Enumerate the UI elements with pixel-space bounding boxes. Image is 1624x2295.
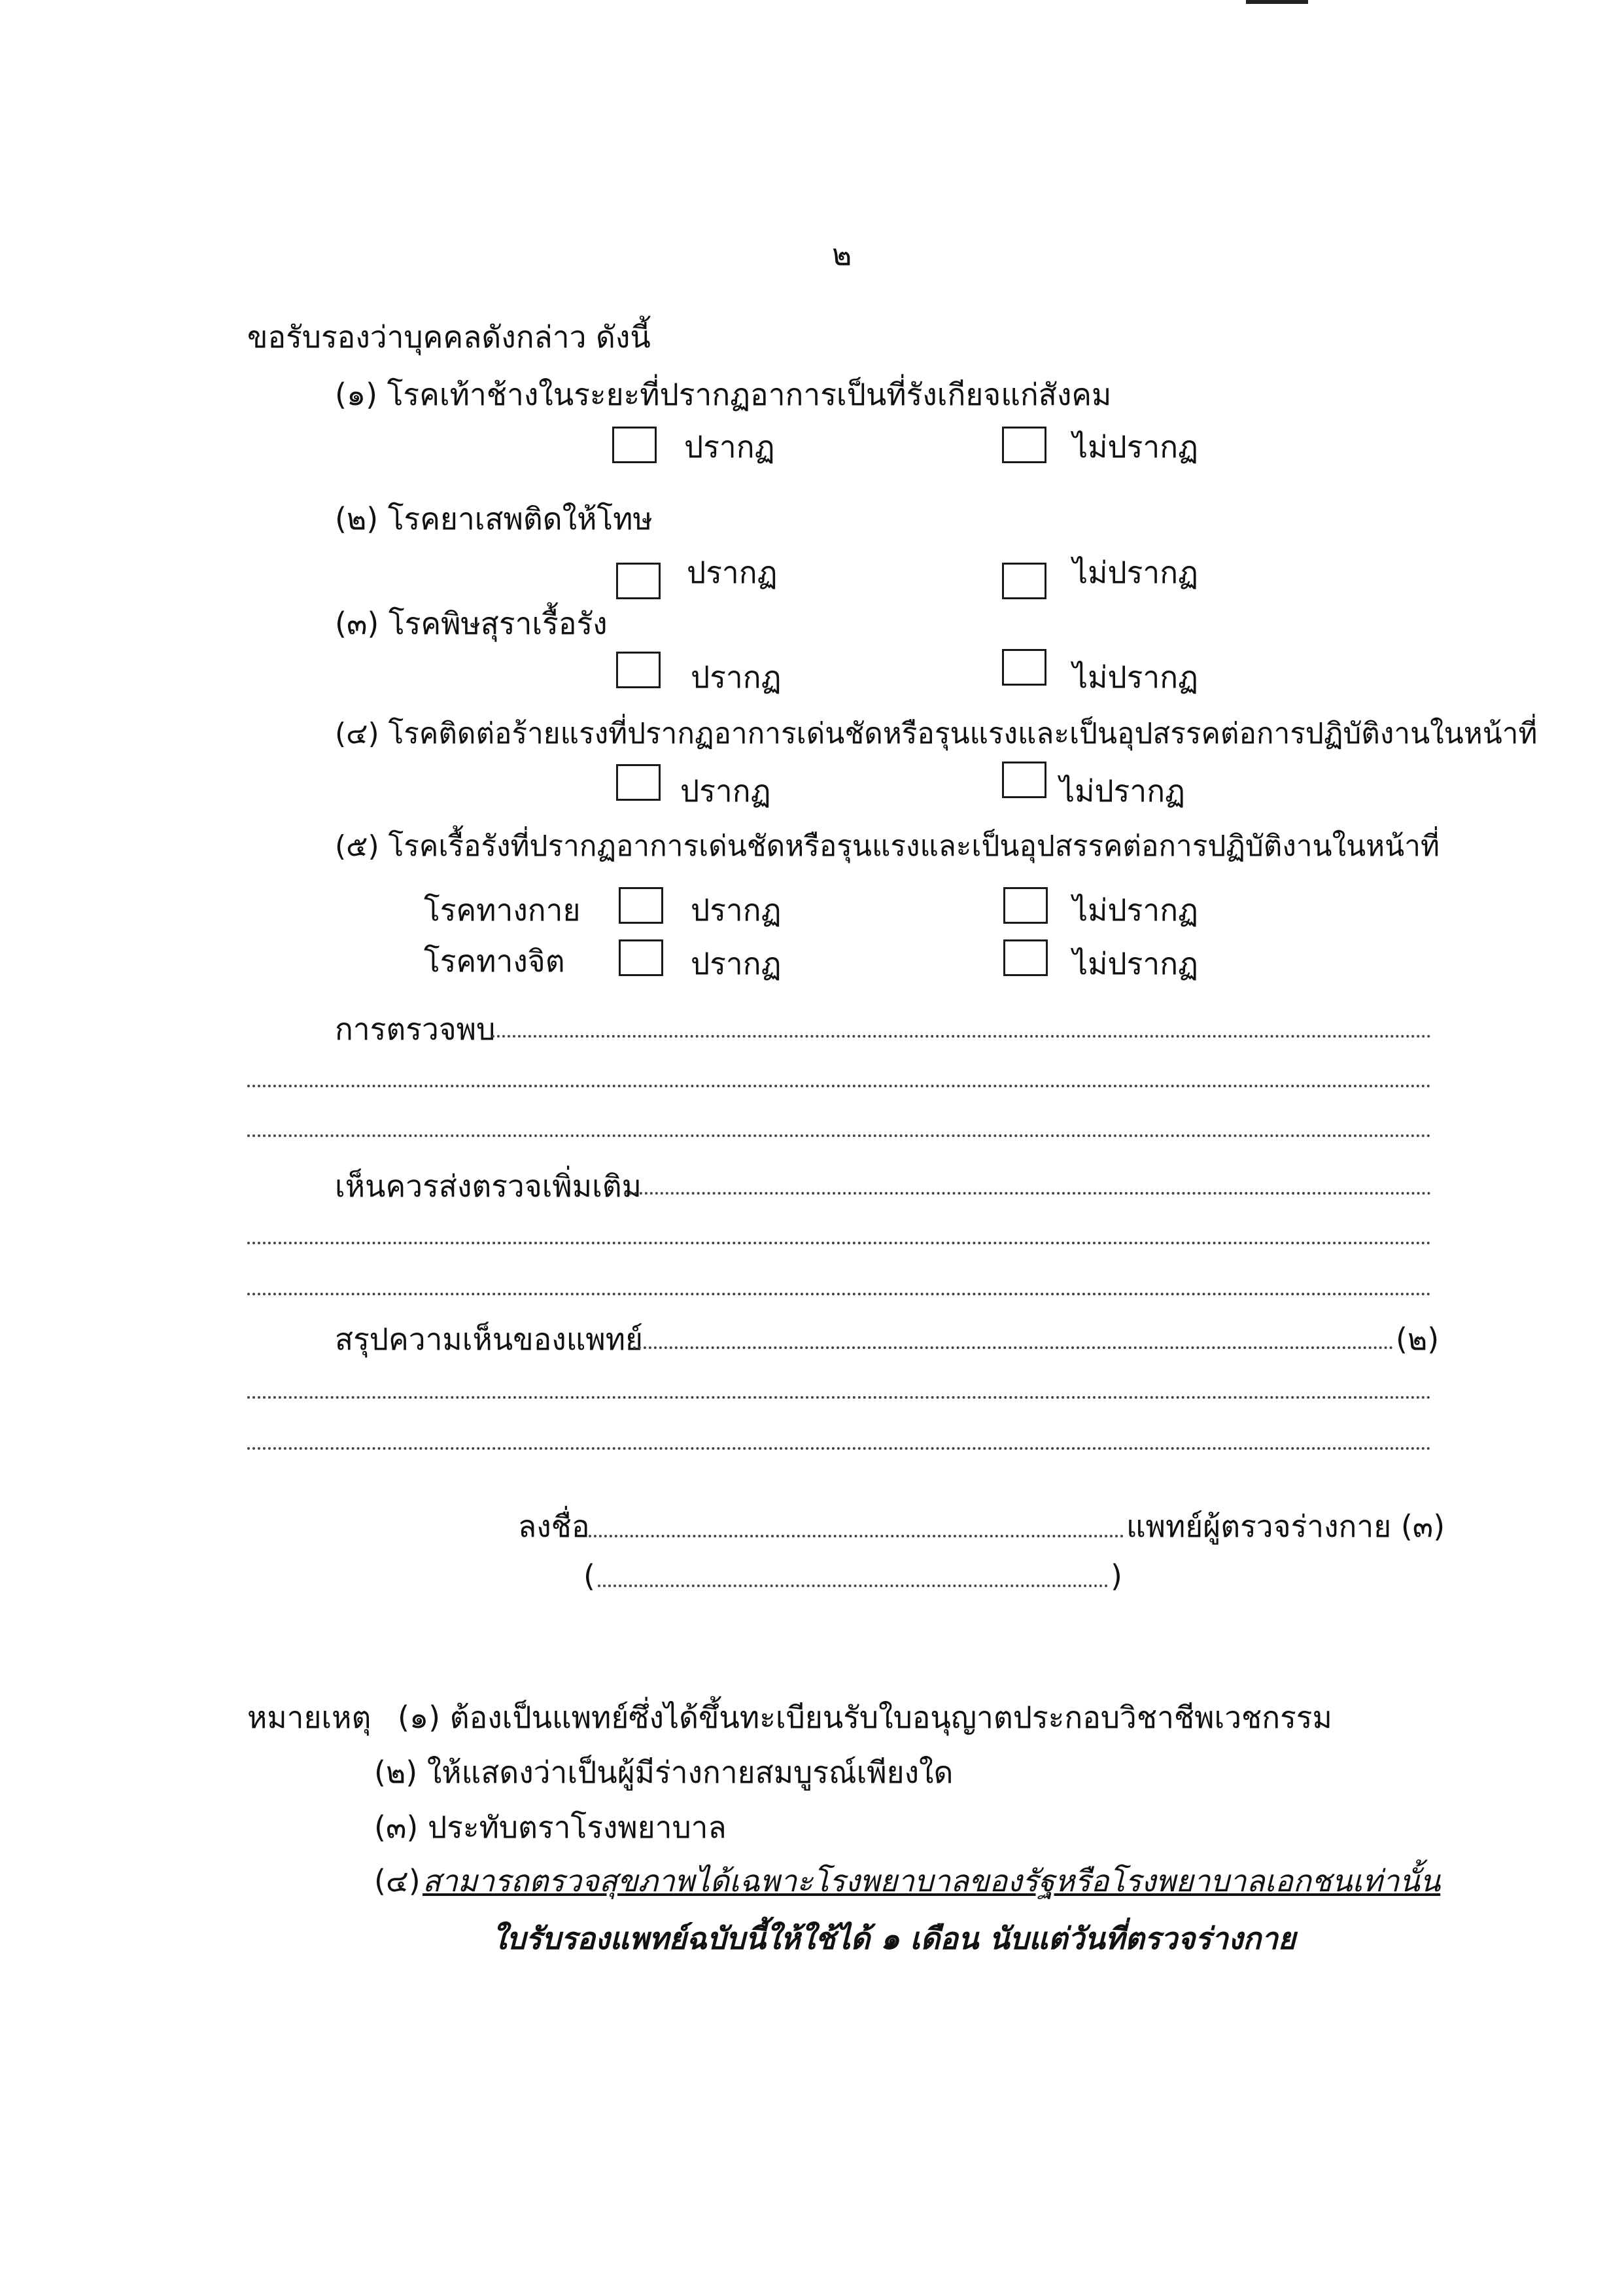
item-4-label: (๔) โรคติดต่อร้ายแรงที่ปรากฏอาการเด่นชัดหรือรุนแรงและเป็นอุปสรรคต่อการปฏิบัติงานในหน้าที่ — [335, 717, 1538, 750]
item-4-present-label: ปรากฏ — [680, 773, 771, 809]
item-3-label: (๓) โรคพิษสุราเรื้อรัง — [335, 606, 608, 641]
findings-line-3[interactable] — [247, 1134, 1431, 1137]
summary-line-1[interactable] — [633, 1346, 1393, 1349]
item-3-present-label: ปรากฏ — [691, 659, 782, 695]
item-2-present-checkbox[interactable] — [616, 563, 661, 599]
item-1-absent-checkbox[interactable] — [1002, 427, 1046, 463]
notes-label: หมายเหตุ — [247, 1700, 371, 1735]
note-4-prefix: (๔) — [374, 1863, 421, 1899]
item-4-absent-label: ไม่ปรากฏ — [1060, 773, 1185, 809]
item-3-absent-checkbox[interactable] — [1002, 649, 1046, 686]
mental-present-checkbox[interactable] — [619, 939, 663, 976]
summary-label: สรุปความเห็นของแพทย์ — [335, 1322, 644, 1357]
further-line-2[interactable] — [247, 1242, 1431, 1244]
item-1-present-label: ปรากฏ — [684, 429, 775, 464]
item-3-present-checkbox[interactable] — [616, 652, 661, 688]
name-line[interactable] — [598, 1585, 1108, 1587]
summary-line-3[interactable] — [247, 1447, 1431, 1450]
further-label: เห็นควรส่งตรวจเพิ่มเติม — [335, 1168, 642, 1204]
findings-line-2[interactable] — [247, 1085, 1431, 1087]
item-5-label: (๕) โรคเรื้อรังที่ปรากฏอาการเด่นชัดหรือรุนแรงและเป็นอุปสรรคต่อการปฏิบัติงานในหน้าที่ — [335, 830, 1440, 863]
physical-present-label: ปรากฏ — [691, 892, 782, 928]
validity-note: ใบรับรองแพทย์ฉบับนี้ให้ใช้ได้ ๑ เดือน นับแต่วันที่ตรวจร่างกาย — [492, 1921, 1296, 1956]
item-2-present-label: ปรากฏ — [687, 555, 778, 590]
item-4-present-checkbox[interactable] — [616, 764, 661, 801]
note-1: (๑) ต้องเป็นแพทย์ซึ่งได้ขึ้นทะเบียนรับใบอนุญาตประกอบวิชาชีพเวชกรรม — [398, 1700, 1332, 1735]
item-1-label: (๑) โรคเท้าช้างในระยะที่ปรากฏอาการเป็นที่รังเกียจแก่สังคม — [335, 377, 1112, 412]
note-2: (๒) ให้แสดงว่าเป็นผู้มีร่างกายสมบูรณ์เพียงใด — [374, 1755, 954, 1790]
item-1-absent-label: ไม่ปรากฏ — [1073, 429, 1198, 464]
item-2-absent-label: ไม่ปรากฏ — [1073, 555, 1198, 590]
scan-mark — [1246, 0, 1308, 4]
item-1-present-checkbox[interactable] — [612, 427, 657, 463]
findings-line-1[interactable] — [492, 1035, 1431, 1038]
sign-label: ลงชื่อ — [518, 1509, 590, 1544]
sign-suffix: แพทย์ผู้ตรวจร่างกาย (๓) — [1126, 1509, 1445, 1544]
mental-label: โรคทางจิต — [424, 943, 565, 979]
summary-suffix: (๒) — [1396, 1322, 1440, 1357]
item-4-absent-checkbox[interactable] — [1002, 762, 1046, 798]
mental-absent-checkbox[interactable] — [1003, 939, 1048, 976]
item-2-absent-checkbox[interactable] — [1002, 563, 1046, 599]
physical-present-checkbox[interactable] — [619, 887, 663, 924]
item-3-absent-label: ไม่ปรากฏ — [1073, 659, 1198, 695]
further-line-3[interactable] — [247, 1293, 1431, 1295]
findings-label: การตรวจพบ — [335, 1011, 496, 1047]
note-4-text: สามารถตรวจสุขภาพได้เฉพาะโรงพยาบาลของรัฐหรือโรงพยาบาลเอกชนเท่านั้น — [423, 1863, 1441, 1899]
further-line-1[interactable] — [624, 1192, 1431, 1195]
summary-line-2[interactable] — [247, 1396, 1431, 1399]
mental-present-label: ปรากฏ — [691, 946, 782, 981]
mental-absent-label: ไม่ปรากฏ — [1073, 946, 1198, 981]
intro-text: ขอรับรองว่าบุคคลดังกล่าว ดังนี้ — [247, 319, 651, 355]
page-number: ๒ — [832, 237, 852, 272]
physical-label: โรคทางกาย — [424, 892, 581, 928]
item-2-label: (๒) โรคยาเสพติดให้โทษ — [335, 501, 653, 536]
name-paren-close: ) — [1111, 1558, 1122, 1594]
physical-absent-label: ไม่ปรากฏ — [1073, 892, 1198, 928]
note-3: (๓) ประทับตราโรงพยาบาล — [374, 1810, 727, 1845]
name-paren-open: ( — [583, 1558, 595, 1594]
sign-line[interactable] — [589, 1535, 1124, 1537]
physical-absent-checkbox[interactable] — [1003, 887, 1048, 924]
